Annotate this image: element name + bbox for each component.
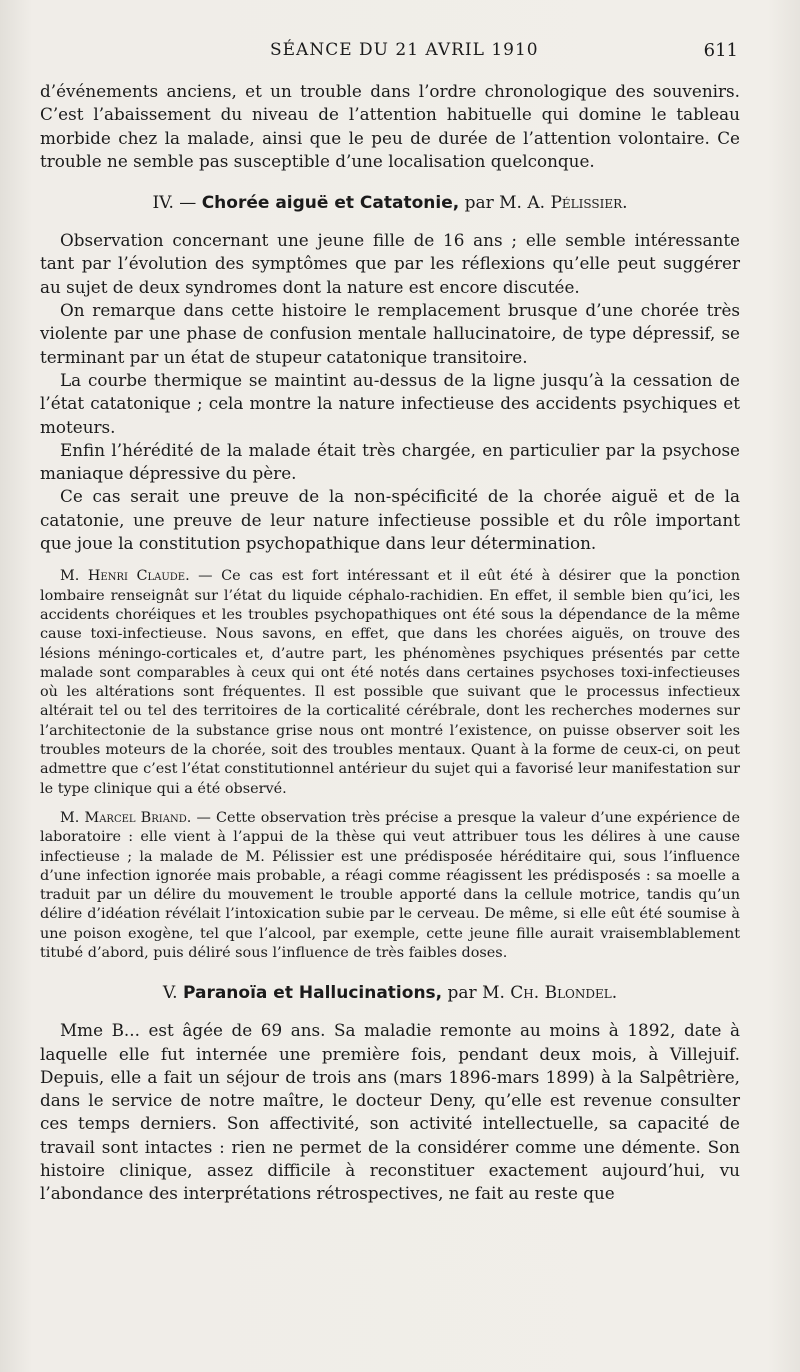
section-v-title: Paranoïa et Hallucinations, xyxy=(182,983,443,1004)
section-iv-heading xyxy=(40,193,740,213)
discussion-speaker: M. Marcel Briand. xyxy=(60,809,192,826)
discussion-text: — Cette observation très précise a presque la valeur d’une expérience de laboratoire : elle vient à l’appui de la thèse qui veut attribuer tous les délires à une cause infectieuse ; la malade de M. Pélissier est une prédisposée héréditaire qui, sous l’influence d’une infection ignorée mais probable, a réagi comme réagissent les prédisposés : sa moelle a traduit par un délire du mouvement le trouble apporté dans la cellule motrice, tandis qu’un délire d’idéation révélait l’intoxication subie par le cerveau. De même, si elle eût été soumise à une poison exogène, tel que l’alcool, par exemple, cette jeune fille aurait vraisemblablement titubé d’abord, puis déliré sous l’influence de très faibles doses. xyxy=(40,809,741,961)
section-v-number: V. xyxy=(162,983,178,1004)
section-iv-paragraph: On remarque dans cette histoire le remplacement brusque d’une chorée très violente par une phase de confusion mentale hallucinatoire, de type dépressif, se terminant par un état de stupeur catatonique transitoire. xyxy=(40,300,740,367)
discussion-speaker: M. Henri Claude. xyxy=(60,568,190,585)
section-v-heading xyxy=(40,983,740,1003)
section-iv-author: Pélissier. xyxy=(550,193,628,214)
page-number: 611 xyxy=(703,40,738,61)
section-v-by: par M. xyxy=(447,983,505,1004)
section-v-paragraph: Mme B... est âgée de 69 ans. Sa maladie remonte au moins à 1892, date à laquelle elle fut internée une première fois, pendant deux mois, à Villejuif. Depuis, elle a fait un séjour de trois ans (mars 1896-mars 1899) à la Salpêtrière, dans le service de notre maître, le docteur Deny, qu’elle est revenue consulter ces temps derniers. Son affectivité, son activité intellectuelle, sa capacité de travail sont intactes : rien ne permet de la considérer comme une démente. Son histoire clinique, assez difficile à reconstituer exactement aujourd’hui, vu l’abondance des interprétations rétrospectives, ne fait au reste que xyxy=(40,1020,740,1204)
section-iv-paragraph: Enfin l’hérédité de la malade était très chargée, en particulier par la psychose maniaque dépressive du père. xyxy=(40,439,740,484)
discussion-briand xyxy=(40,809,740,963)
section-iv-title: Chorée aiguë et Catatonie, xyxy=(201,193,460,214)
discussion-claude xyxy=(40,567,740,799)
section-iv-by: par M. A. xyxy=(464,193,546,214)
page-body xyxy=(40,80,740,1206)
running-head: SÉANCE DU 21 AVRIL 1910 xyxy=(270,40,539,60)
discussion-text: — Ce cas est fort intéressant et il eût été à désirer que la ponction lombaire renseignât sur l’état du liquide céphalo-rachidien. En effet, il semble bien qu’ici, les accidents choréiques et les troubles psychopathiques ont été sous la dépendance de la même cause toxi-infectieuse. Nous savons, en effet, que dans les chorées aiguës, on trouve des lésions méningo-corticales et, d’autre part, les phénomènes psychiques présentés par cette malade sont comparables à ceux qui ont été notés dans certaines psychoses toxi-infectieuses où les altérations sont fréquentes. Il est possible que suivant que le processus infectieux altérait tel ou tel des territoires de la corticalité cérébrale, dont les recherches modernes sur l’architectonie de la substance grise nous ont montré l’existence, on puisse observer soit les troubles moteurs de la chorée, soit des troubles mentaux. Quant à la forme de ceux-ci, on peut admettre que c’est l’état constitutionnel antérieur du sujet qui a favorisé leur manifestation sur le type clinique qui a été observé. xyxy=(40,568,740,797)
section-iv-paragraph: Observation concernant une jeune fille de 16 ans ; elle semble intéressante tant par l’évolution des symptômes que par les réflexions qu’elle peut suggérer au sujet de deux syndromes dont la nature est encore discutée. xyxy=(40,230,740,297)
section-iv-paragraph: La courbe thermique se maintint au-dessus de la ligne jusqu’à la cessation de l’état catatonique ; cela montre la nature infectieuse des accidents psychiques et moteurs. xyxy=(40,369,740,437)
section-iv-paragraph: Ce cas serait une preuve de la non-spécificité de la chorée aiguë et de la catatonie, une preuve de leur nature infectieuse possible et du rôle important que joue la constitution psychopathique dans leur détermination. xyxy=(40,486,740,554)
page-header xyxy=(270,40,738,66)
section-iv-number: IV. — xyxy=(152,193,197,214)
section-v-author: Ch. Blondel. xyxy=(510,983,618,1004)
intro-paragraph: d’événements anciens, et un trouble dans l’ordre chronologique des souvenirs. C’est l’abaissement du niveau de l’attention habituelle qui domine le tableau morbide chez la malade, ainsi que le peu de durée de l’attention volontaire. Ce trouble ne semble pas susceptible d’une localisation quelconque. xyxy=(40,81,740,171)
